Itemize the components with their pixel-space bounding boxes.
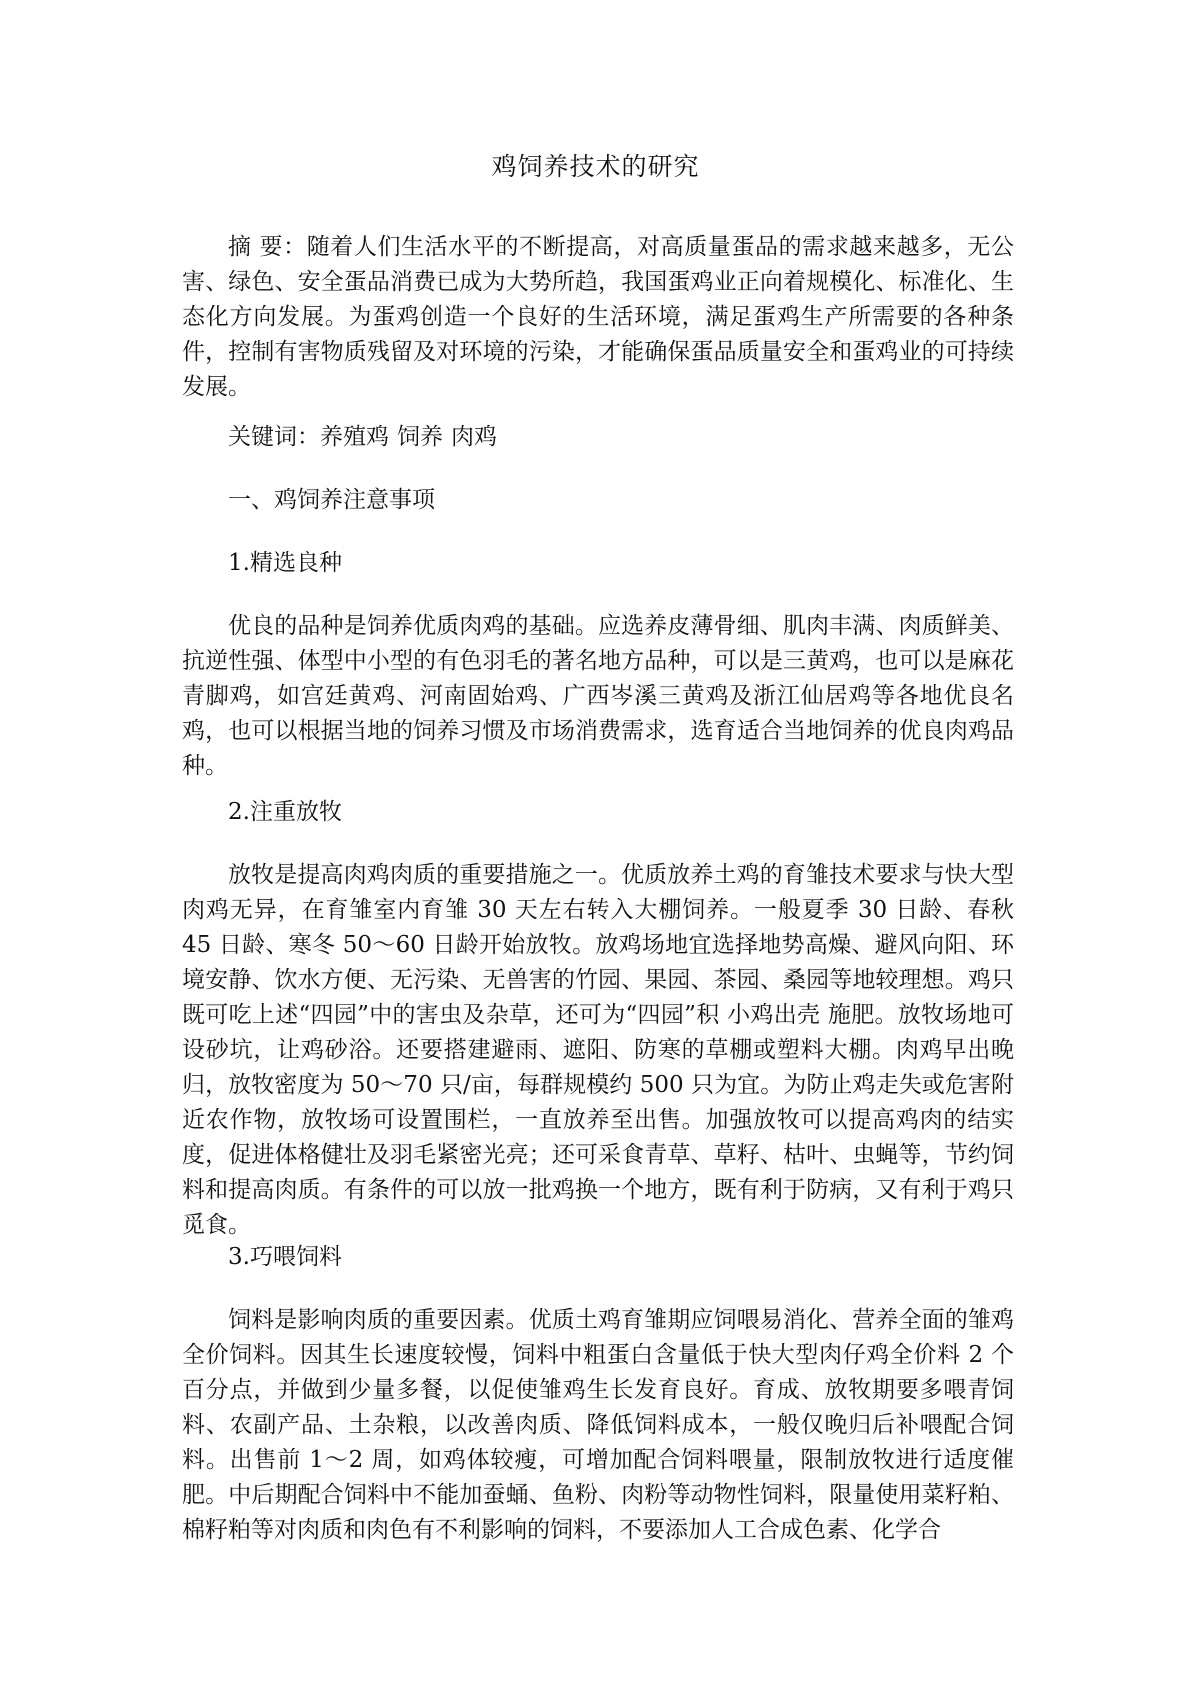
section-heading: 一、鸡饲养注意事项 [228, 487, 435, 513]
subsection-paragraph: 放牧是提高肉鸡肉质的重要措施之一。优质放养土鸡的育雏技术要求与快大型肉鸡无异，在育雏室内育雏 30 天左右转入大棚饲养。一般夏季 30 日龄、春秋 45 日龄、寒冬 50～60 日龄开始放牧。放鸡场地宜选择地势高燥、避风向阳、环境安静、饮水方便、无污染、无兽害的竹园、果园、茶园、桑园等地较理想。鸡只既可吃上述“四园”中的害虫及杂草，还可为“四园”积 小鸡出壳 施肥。放牧场地可设砂坑，让鸡砂浴。还要搭建避雨、遮阳、防寒的草棚或塑料大棚。肉鸡早出晚归，放牧密度为 50～70 只/亩，每群规模约 500 只为宜。为防止鸡走失或危害附近农作物，放牧场可设置围栏，一直放养至出售。加强放牧可以提高鸡肉的结实度，促进体格健壮及羽毛紧密光亮；还可采食青草、草籽、枯叶、虫蝇等，节约饲料和提高肉质。有条件的可以放一批鸡换一个地方，既有利于防病，又有利于鸡只觅食。 [182, 862, 1014, 1238]
subsection-paragraph: 优良的品种是饲养优质肉鸡的基础。应选养皮薄骨细、肌肉丰满、肉质鲜美、抗逆性强、体型中小型的有色羽毛的著名地方品种，可以是三黄鸡，也可以是麻花青脚鸡，如宫廷黄鸡、河南固始鸡、广西岑溪三黄鸡及浙江仙居鸡等各地优良名鸡，也可以根据当地的饲养习惯及市场消费需求，选育适合当地饲养的优良肉鸡品种。 [182, 613, 1014, 779]
subsection-heading: 1.精选良种 [228, 550, 342, 576]
subsection-paragraph: 饲料是影响肉质的重要因素。优质土鸡育雏期应饲喂易消化、营养全面的雏鸡全价饲料。因其生长速度较慢，饲料中粗蛋白含量低于快大型肉仔鸡全价料 2 个百分点，并做到少量多餐，以促使雏鸡生长发育良好。育成、放牧期要多喂青饲料、农副产品、土杂粮，以改善肉质、降低饲料成本，一般仅晚归后补喂配合饲料。出售前 1～2 周，如鸡体较瘦，可增加配合饲料喂量，限制放牧进行适度催肥。中后期配合饲料中不能加蚕蛹、鱼粉、肉粉等动物性饲料，限量使用菜籽粕、棉籽粕等对肉质和肉色有不利影响的饲料，不要添加人工合成色素、化学合 [182, 1307, 1014, 1543]
subsection-heading: 3.巧喂饲料 [228, 1244, 342, 1270]
abstract-paragraph [182, 230, 1014, 405]
keyword-item: 饲养 [397, 424, 443, 450]
keywords-label: 关键词： [228, 424, 320, 450]
keyword-item: 养殖鸡 [320, 424, 389, 450]
page-title: 鸡饲养技术的研究 [491, 152, 700, 181]
abstract-text: 随着人们生活水平的不断提高，对高质量蛋品的需求越来越多，无公害、绿色、安全蛋品消费已成为大势所趋，我国蛋鸡业正向着规模化、标准化、生态化方向发展。为蛋鸡创造一个良好的生活环境，满足蛋鸡生产所需要的各种条件，控制有害物质残留及对环境的污染，才能确保蛋品质量安全和蛋鸡业的可持续发展。 [182, 234, 1015, 400]
subsection-heading: 2.注重放牧 [228, 799, 342, 825]
abstract-label: 摘 要： [228, 234, 307, 260]
keywords-line [228, 420, 505, 455]
keyword-item: 肉鸡 [451, 424, 497, 450]
